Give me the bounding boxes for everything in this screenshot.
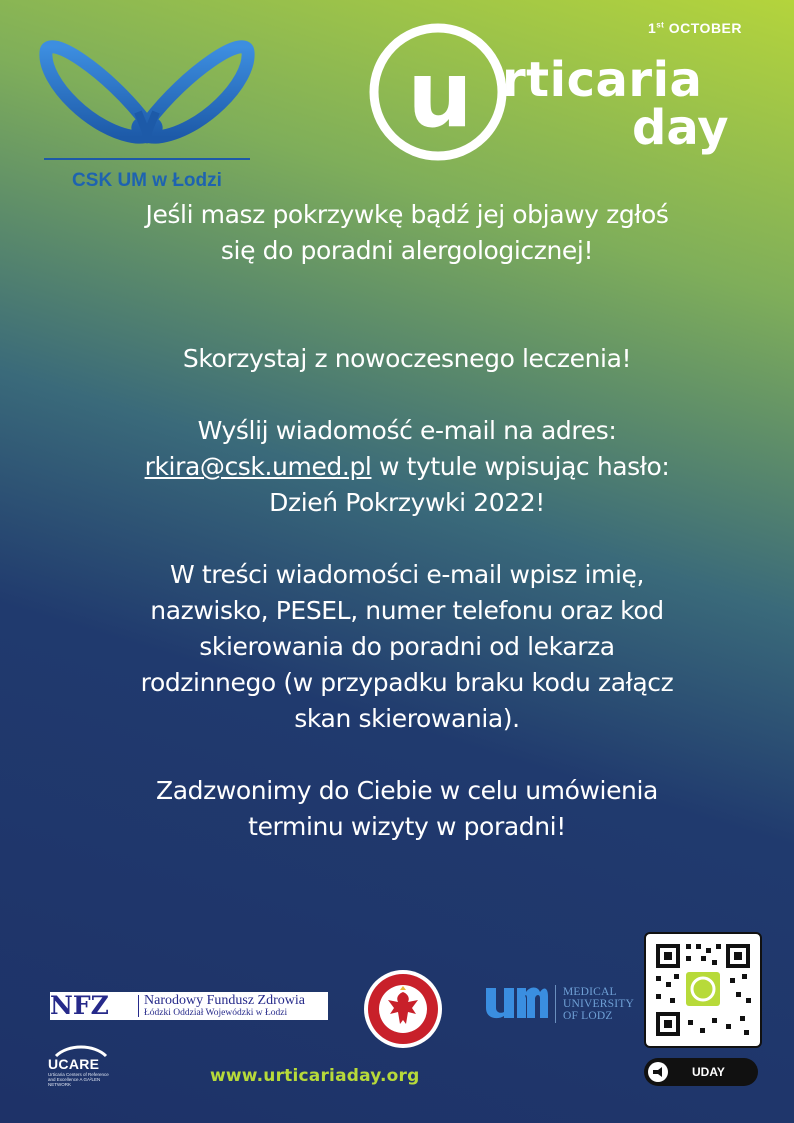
email-instruction-rest: w tytule wpisując hasło: <box>371 452 670 481</box>
um-name <box>563 986 634 1022</box>
nfz-divider <box>138 995 139 1017</box>
content-line3: skierowania do poradni od lekarza <box>199 632 615 661</box>
nfz-title: Narodowy Fundusz Zdrowia <box>144 993 305 1008</box>
uday-label: UDAY <box>692 1065 725 1079</box>
nfz-mark: NFZ <box>50 992 138 1020</box>
content-line2: nazwisko, PESEL, numer telefonu oraz kod <box>150 596 664 625</box>
callback-line1: Zadzwonimy do Ciebie w celu umówienia <box>156 776 658 805</box>
um-logo-icon <box>484 984 548 1022</box>
event-date <box>648 20 742 36</box>
event-logo-letter: u <box>407 41 473 148</box>
qr-code-icon <box>646 934 760 1046</box>
csk-logo-icon <box>38 12 256 192</box>
email-subject-line: Dzień Pokrzywki 2022! <box>269 488 545 517</box>
intro-line1: Jeśli masz pokrzywkę bądź jej objawy zgłoś <box>145 200 669 229</box>
event-title-line1: rticaria <box>502 52 703 108</box>
event-title-line2: day <box>632 100 729 156</box>
content-line1: W treści wiadomości e-mail wpisz imię, <box>169 560 645 589</box>
um-name-line2: UNIVERSITY <box>563 998 634 1010</box>
emblem-seal-icon <box>362 968 444 1050</box>
nfz-subtitle: Łódzki Oddział Wojewódzki w Łodzi <box>144 1008 288 1018</box>
intro-line2: się do poradni alergologicznej! <box>220 236 594 265</box>
ucare-name: UCARE <box>48 1056 100 1072</box>
main-message <box>60 197 754 845</box>
event-date-month: OCTOBER <box>668 20 742 36</box>
callback-line2: terminu wizyty w poradni! <box>248 812 566 841</box>
um-name-line3: OF LODZ <box>563 1010 613 1022</box>
ucare-subtitle: Urticaria Centers of Reference and Excellence A GA²LEN NETWORK <box>48 1072 109 1087</box>
event-date-suffix: st <box>656 20 665 30</box>
nfz-logo <box>50 992 328 1020</box>
website-link[interactable]: www.urticariaday.org <box>210 1066 420 1086</box>
event-date-number: 1 <box>647 20 657 36</box>
email-instruction-line1: Wyślij wiadomość e-mail na adres: <box>197 416 617 445</box>
um-name-line1: MEDICAL <box>563 986 617 998</box>
uday-qr-label[interactable] <box>644 1058 758 1086</box>
qr-code[interactable] <box>644 932 762 1048</box>
email-link[interactable]: rkira@csk.umed.pl <box>144 452 372 481</box>
email-instruction-line2 <box>60 449 754 485</box>
urticaria-day-logo-icon <box>368 22 508 162</box>
content-line5: skan skierowania). <box>294 704 520 733</box>
content-line4: rodzinnego (w przypadku braku kodu załącz <box>140 668 674 697</box>
um-divider <box>555 985 556 1023</box>
csk-name: CSK UM w Łodzi <box>72 170 222 191</box>
treatment-line: Skorzystaj z nowoczesnego leczenia! <box>182 344 632 373</box>
megaphone-icon <box>648 1062 668 1082</box>
